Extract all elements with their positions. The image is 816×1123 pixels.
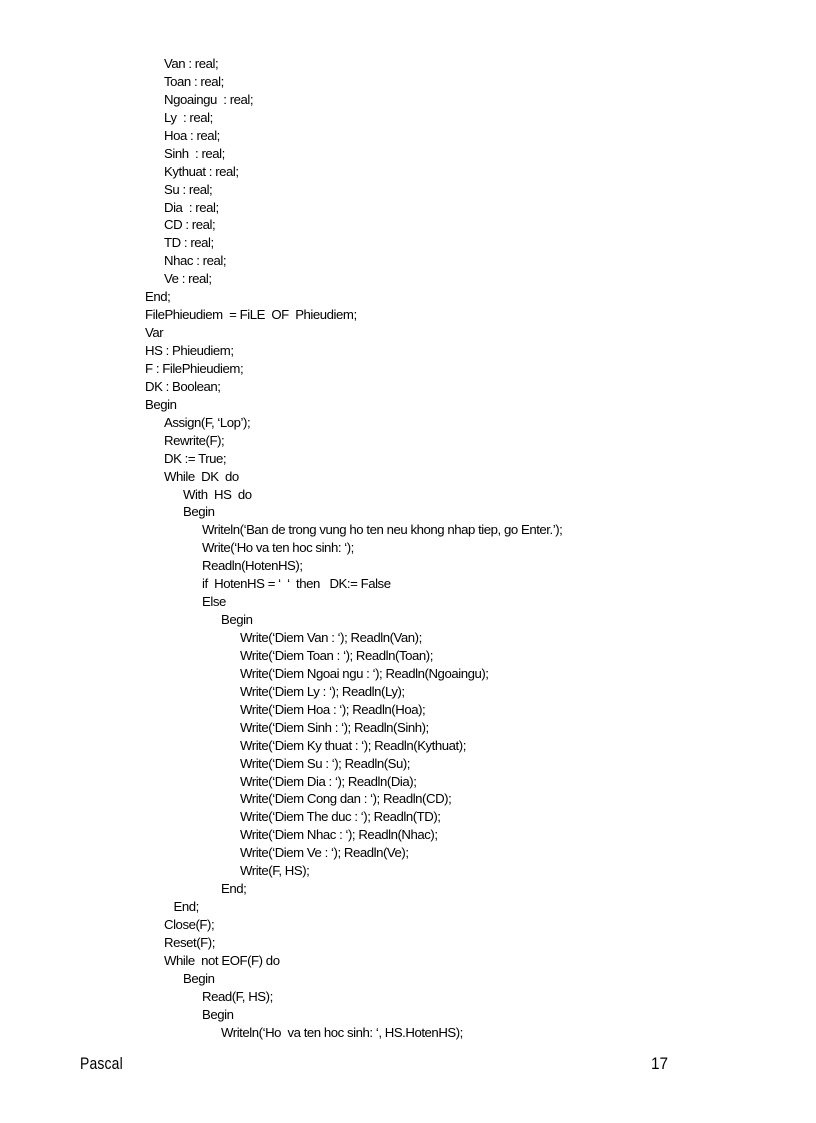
code-line: Close(F);: [164, 917, 215, 932]
code-line: Begin: [221, 612, 253, 628]
code-line: Else: [202, 594, 226, 610]
code-line: CD : real;: [164, 217, 216, 233]
code-line: Writeln(‘Ban de trong vung ho ten neu khong nhap tiep, go Enter.’);: [202, 522, 563, 538]
code-line: End;: [173, 899, 199, 915]
code-line: Write(‘Diem Nhac : ‘); Readln(Nhac);: [240, 827, 438, 843]
code-line: Dia : real;: [164, 199, 219, 215]
code-line: Write(‘Diem Dia : ‘); Readln(Dia);: [240, 773, 417, 789]
code-line: Write(‘Diem Ly : ‘); Readln(Ly);: [240, 683, 405, 699]
code-line: With HS do: [183, 486, 252, 502]
code-line: F : FilePhieudiem;: [145, 360, 244, 376]
code-line: Assign(F, ‘Lop’);: [164, 414, 251, 430]
code-line: Reset(F);: [164, 934, 215, 950]
code-line: Write(‘Diem Ky thuat : ‘); Readln(Kythuat);: [240, 737, 466, 753]
code-line: Begin: [183, 504, 215, 520]
code-line: DK := True;: [164, 450, 227, 466]
code-line: Write(‘Diem Hoa : ‘); Readln(Hoa);: [240, 701, 426, 717]
code-line: if HotenHS = ‘ ‘ then DK:= False: [202, 576, 391, 592]
code-line: Write(‘Ho va ten hoc sinh: ‘);: [202, 540, 354, 556]
code-line: Write(‘Diem The duc : ‘); Readln(TD);: [240, 809, 441, 825]
code-line: Write(‘Diem Toan : ‘); Readln(Toan);: [240, 647, 433, 663]
code-line: Write(‘Diem Su : ‘); Readln(Su);: [240, 755, 411, 771]
code-line: Write(‘Diem Ngoai ngu : ‘); Readln(Ngoaingu);: [240, 665, 489, 681]
code-line: Readln(HotenHS);: [202, 558, 303, 574]
code-line: Ngoaingu : real;: [164, 91, 254, 107]
code-line: Toan : real;: [164, 73, 224, 89]
code-line: While not EOF(F) do: [164, 952, 280, 968]
code-line: Write(‘Diem Sinh : ‘); Readln(Sinh);: [240, 719, 429, 735]
code-line: Ly : real;: [164, 109, 213, 125]
code-line: Begin: [202, 1006, 234, 1022]
code-line: Hoa : real;: [164, 127, 220, 143]
code-line: Write(‘Diem Ve : ‘); Readln(Ve);: [240, 845, 409, 861]
code-line: Van : real;: [164, 56, 219, 71]
code-line: While DK do: [164, 468, 239, 484]
code-line: FilePhieudiem = FiLE OF Phieudiem;: [145, 307, 357, 323]
code-line: HS : Phieudiem;: [145, 343, 234, 358]
code-line: Sinh : real;: [164, 145, 225, 161]
code-line: Nhac : real;: [164, 253, 227, 269]
code-line: DK : Boolean;: [145, 378, 221, 394]
code-line: Writeln(‘Ho va ten hoc sinh: ‘, HS.HotenHS);: [221, 1024, 463, 1040]
code-line: Kythuat : real;: [164, 163, 239, 179]
code-line: Ve : real;: [164, 271, 212, 287]
code-line: Read(F, HS);: [202, 988, 273, 1004]
code-line: End;: [145, 289, 171, 305]
code-line: Begin: [183, 970, 215, 986]
code-listing: [145, 55, 562, 1042]
code-line: Write(‘Diem Cong dan : ‘); Readln(CD);: [240, 791, 452, 807]
code-line: Rewrite(F);: [164, 432, 225, 448]
code-line: Su : real;: [164, 181, 213, 197]
page-number: 17: [651, 1054, 669, 1073]
footer-title: Pascal: [80, 1054, 123, 1073]
code-line: Begin: [145, 396, 177, 412]
code-line: Write(F, HS);: [240, 863, 310, 879]
code-line: End;: [221, 881, 247, 897]
code-line: TD : real;: [164, 235, 214, 251]
code-line: Write(‘Diem Van : ‘); Readln(Van);: [240, 630, 422, 645]
code-line: Var: [145, 325, 164, 341]
